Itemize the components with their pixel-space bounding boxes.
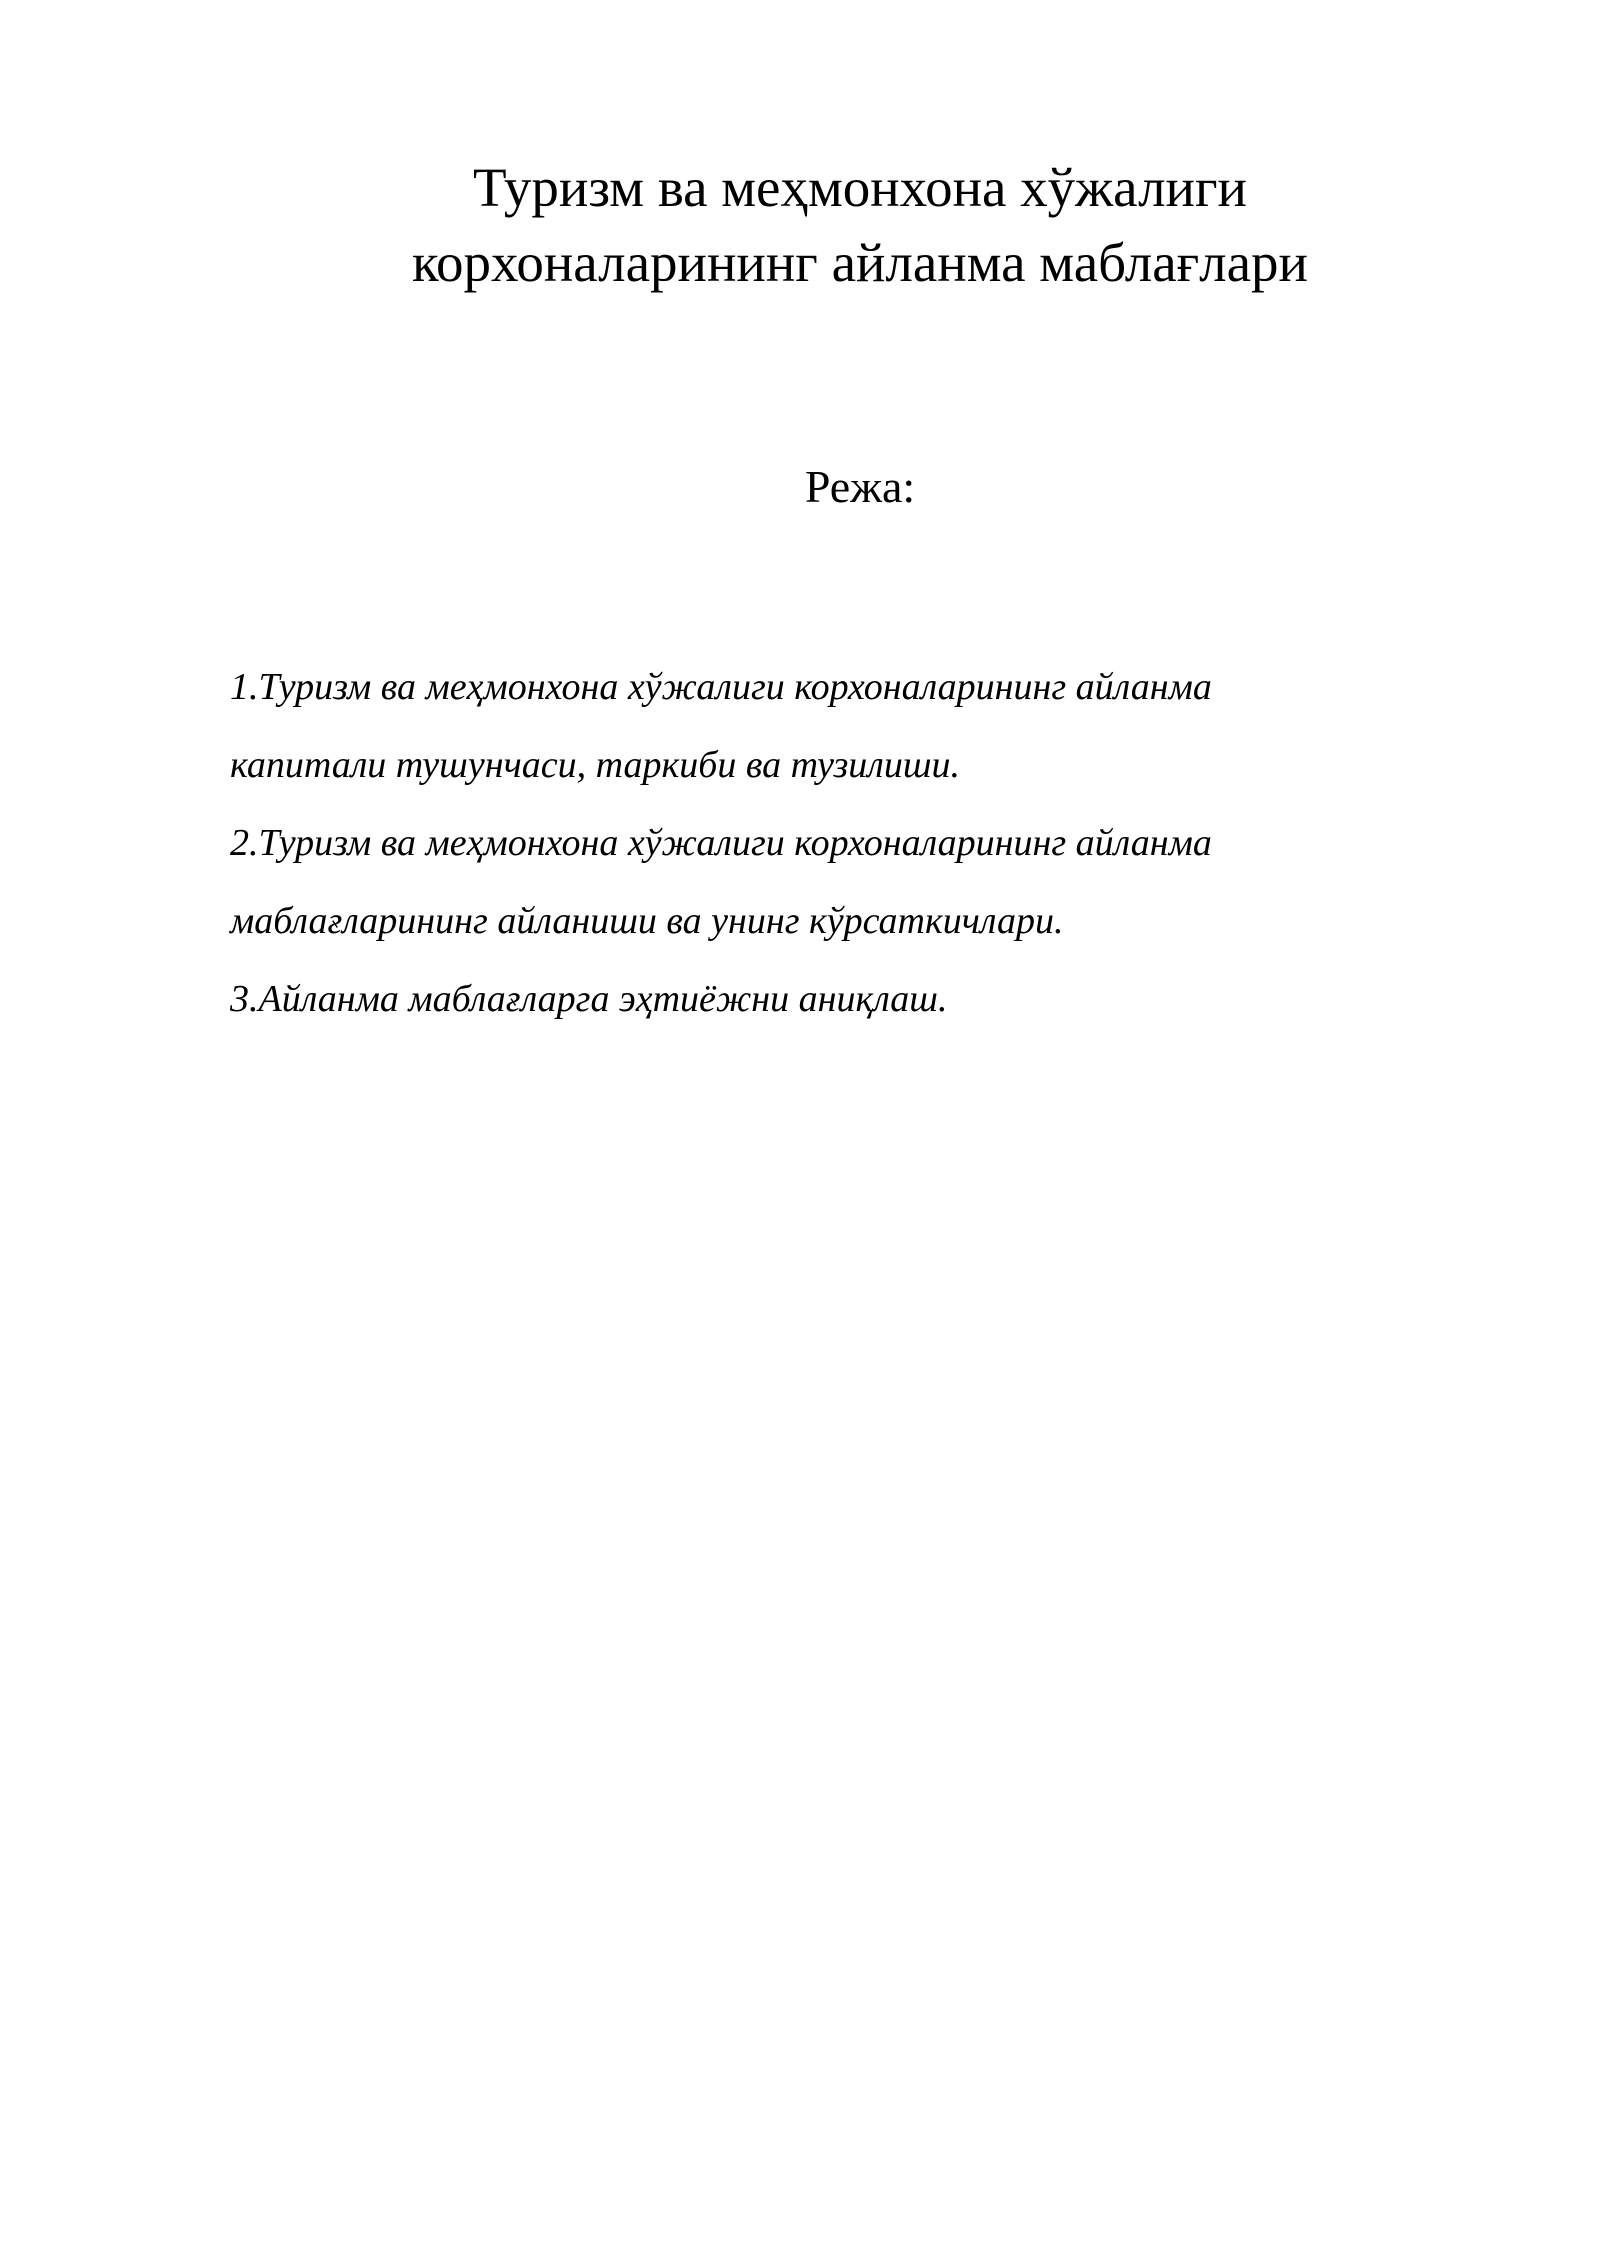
plan-item-2 (230, 804, 1410, 960)
document-title-line-1: Туризм ва меҳмонхона хўжалиги (473, 157, 1247, 218)
plan-item-1-line-1: 1.Туризм ва меҳмонхона хўжалиги корхоналарининг айланма (230, 666, 1212, 708)
plan-item-2-line-1: 2.Туризм ва меҳмонхона хўжалиги корхоналарининг айланма (230, 822, 1212, 864)
plan-list (230, 648, 1410, 1038)
plan-item-3-line-1: 3.Айланма маблағларга эҳтиёжни аниқлаш. (230, 978, 948, 1020)
plan-item-3 (230, 960, 1410, 1038)
plan-item-1-line-2: капитали тушунчаси, таркиби ва тузилиши. (230, 744, 961, 786)
plan-heading: Режа: (804, 461, 916, 512)
document-title-line-2: корхоналарининг айланма маблағлари (412, 232, 1308, 293)
document-title (0, 150, 1600, 300)
plan-item-1 (230, 648, 1410, 804)
plan-item-2-line-2: маблағларининг айланиши ва унинг кўрсаткичлари. (230, 900, 1064, 942)
